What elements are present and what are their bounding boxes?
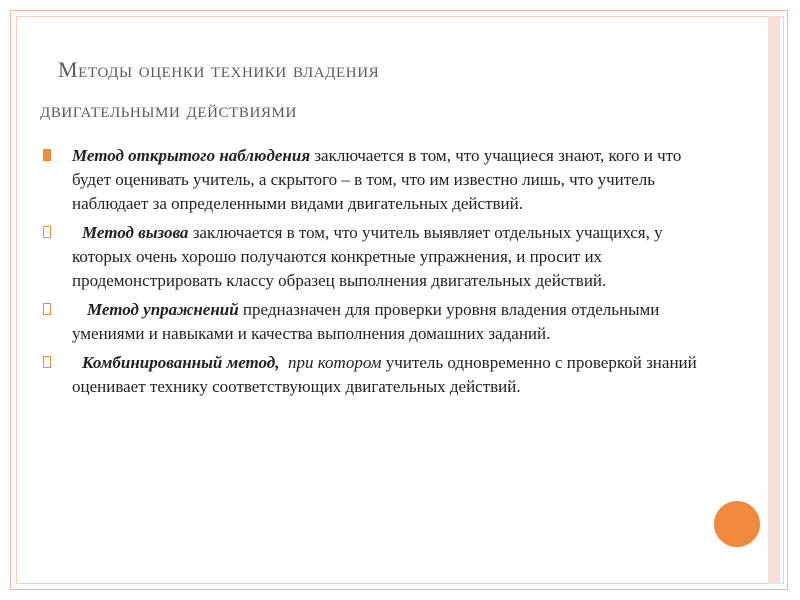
- bullet-term: Комбинированный метод,: [82, 353, 280, 372]
- title-line-1: Методы оценки техники владения: [58, 57, 380, 82]
- bullet-term: Метод вызова: [82, 223, 189, 242]
- title-line-2: двигательными действиями: [40, 97, 297, 122]
- bullet-item-combined-method: [40, 351, 720, 399]
- bullet-item-call-method: [40, 221, 720, 293]
- bullet-term: Метод упражнений: [87, 300, 239, 319]
- orange-square-bullet-icon: [43, 303, 51, 315]
- bullet-item-open-observation: [40, 144, 720, 216]
- bullet-italic-phrase: при котором: [288, 353, 382, 372]
- orange-square-bullet-icon: [43, 226, 51, 238]
- bullet-text: предназначен для проверки уровня владения отдельными умениями и навыками и качества выполнения домашних заданий.: [72, 300, 660, 343]
- bullet-text: учитель одновременно с проверкой знаний оценивает технику соответствующих двигательных действий.: [72, 353, 697, 396]
- orange-circle-icon: [711, 498, 763, 550]
- bullet-text: заключается в том, что учащиеся знают, кого и что будет оценивать учитель, а скрытого – в том, что им известно лишь, что учитель наблюдает за определенными видами двигательных действий.: [72, 146, 682, 213]
- bullet-item-exercise-method: [40, 298, 720, 346]
- bullet-term: Метод открытого наблюдения: [72, 146, 311, 165]
- right-decorative-band: [768, 16, 780, 584]
- orange-square-bullet-icon: [43, 149, 51, 161]
- orange-square-bullet-icon: [43, 356, 51, 368]
- bullet-list: [40, 144, 720, 404]
- slide-title: [40, 50, 680, 130]
- bullet-text: заключается в том, что учитель выявляет отдельных учащихся, у которых очень хорошо получаются конкретные упражнения, и просит их продемонстрировать классу образец выполнения двигательных действий.: [72, 223, 663, 290]
